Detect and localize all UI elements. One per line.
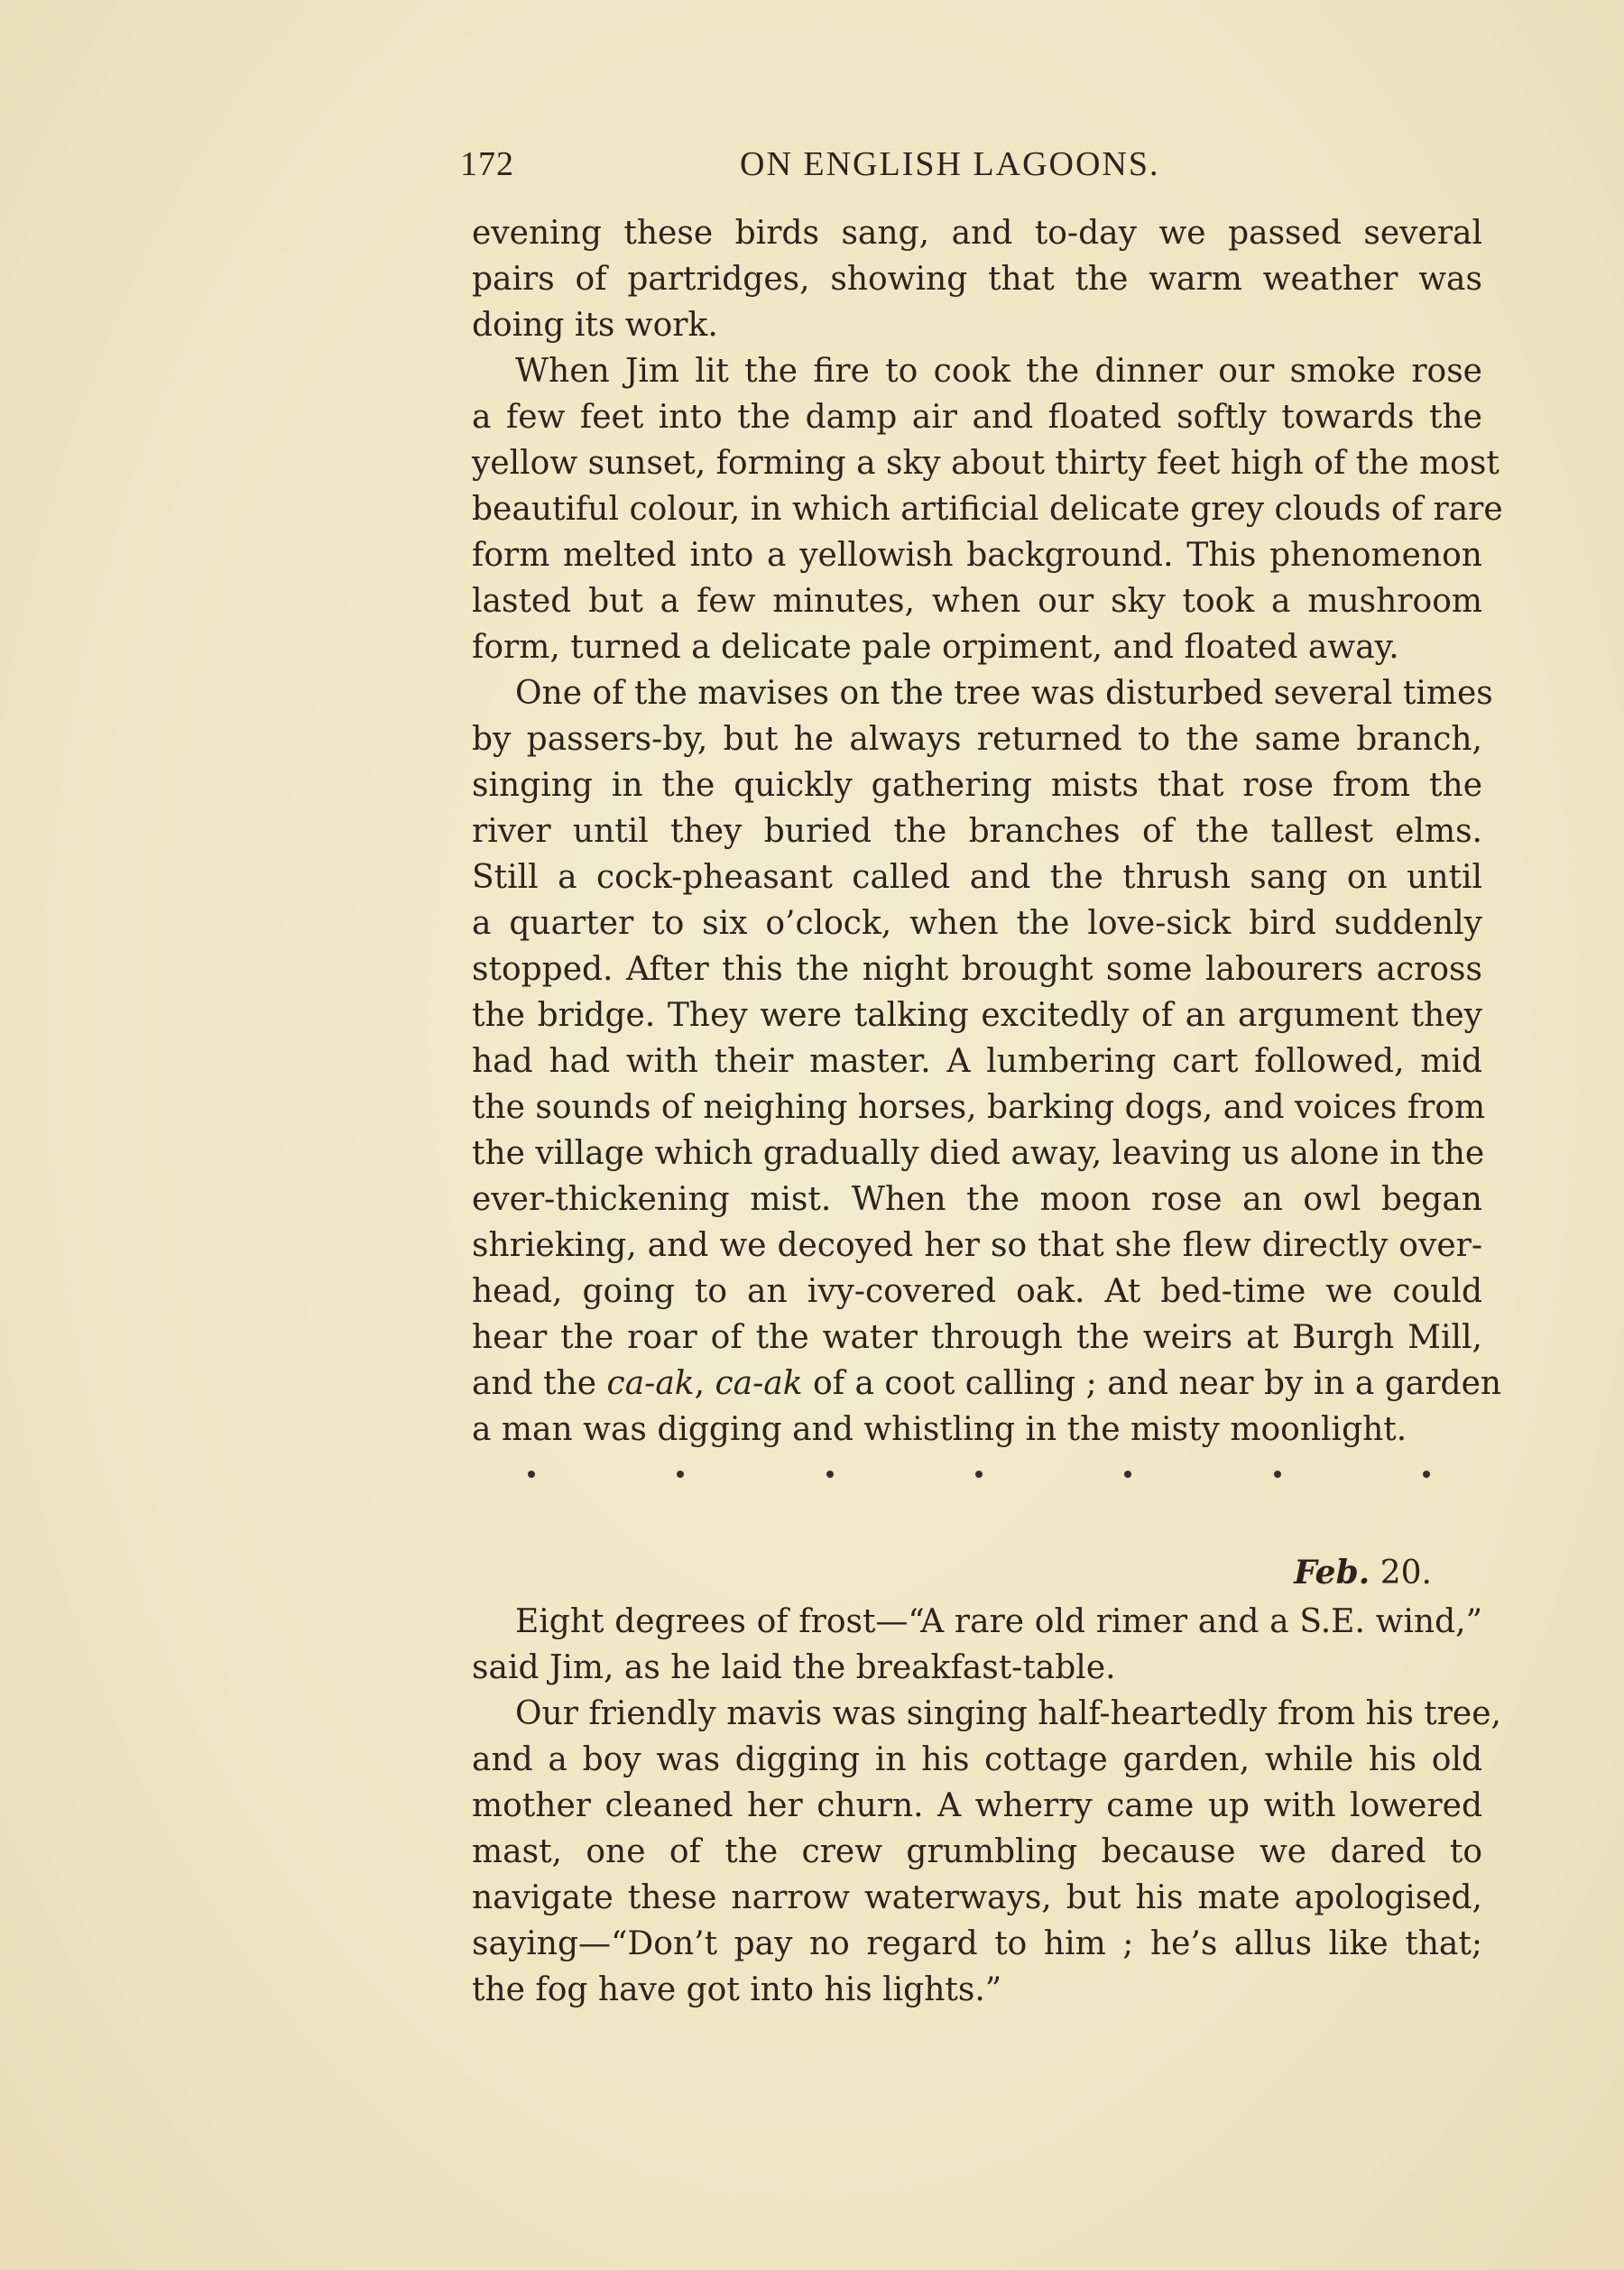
entry-date-day: 20.	[1379, 1555, 1432, 1592]
text-line: the village which gradually died away, leaving us alone in the	[472, 1135, 1485, 1172]
text-line: the bridge. They were talking excitedly of an argument they	[472, 997, 1482, 1034]
text-line: saying—“Don’t pay no regard to him ; he’s allus like that;	[472, 1925, 1482, 1962]
ellipsis-dot	[677, 1471, 684, 1478]
text-line: hear the roar of the water through the weirs at Burgh Mill,	[472, 1319, 1482, 1356]
ellipsis-dot	[1124, 1471, 1131, 1478]
text-line: pairs of partridges, showing that the warm weather was	[472, 261, 1482, 298]
text-line: beautiful colour, in which artificial delicate grey clouds of rare	[472, 491, 1503, 528]
text-line: shrieking, and we decoyed her so that she flew directly over-	[472, 1227, 1482, 1264]
ellipsis-dot	[1274, 1471, 1281, 1478]
text-line: a man was digging and whistling in the misty moonlight.	[472, 1411, 1407, 1448]
body-text-section-2	[472, 1599, 1501, 2013]
coot-call-2: ca-ak	[715, 1365, 803, 1402]
text-line: Our friendly mavis was singing half-heartedly from his tree,	[515, 1695, 1501, 1732]
running-header	[460, 144, 1480, 189]
text-line: had had with their master. A lumbering cart followed, mid	[472, 1043, 1482, 1080]
text-line: the fog have got into his lights.”	[472, 1971, 1002, 2008]
body-text-section-1	[472, 210, 1503, 1453]
text-line: stopped. After this the night brought some labourers across	[472, 951, 1482, 988]
text-line: a few feet into the damp air and floated softly towards the	[472, 399, 1482, 436]
text-line: When Jim lit the fire to cook the dinner our smoke rose	[515, 353, 1482, 390]
text-line: doing its work.	[472, 307, 718, 344]
entry-date	[1294, 1550, 1432, 1596]
running-title: ON ENGLISH LAGOONS.	[740, 145, 1160, 183]
text-line: mother cleaned her churn. A wherry came up with lowered	[472, 1787, 1482, 1824]
text-line: Eight degrees of frost—“A rare old rimer and a S.E. wind,”	[515, 1603, 1482, 1640]
ellipsis-dot	[528, 1471, 535, 1478]
ellipsis-dot	[1423, 1471, 1430, 1478]
page-number: 172	[460, 145, 514, 183]
text-line: yellow sunset, forming a sky about thirty feet high of the most	[472, 445, 1499, 482]
text-line: navigate these narrow waterways, but his mate apologised,	[472, 1879, 1482, 1916]
text-line-coot	[472, 1361, 1502, 1407]
text-line: mast, one of the crew grumbling because we dared to	[472, 1833, 1482, 1870]
coot-call-separator: ,	[694, 1365, 715, 1402]
entry-date-month: Feb.	[1294, 1554, 1370, 1592]
text-line: Still a cock-pheasant called and the thrush sang on until	[472, 859, 1482, 896]
ellipsis-dot	[975, 1471, 983, 1478]
text-line: said Jim, as he laid the breakfast-table.	[472, 1649, 1116, 1686]
text-line: the sounds of neighing horses, barking dogs, and voices from	[472, 1089, 1486, 1126]
coot-line-end: of a coot calling ; and near by in a garden	[802, 1365, 1502, 1402]
ellipsis-dot	[826, 1471, 834, 1478]
text-line: head, going to an ivy-covered oak. At bed-time we could	[472, 1273, 1482, 1310]
text-line: form melted into a yellowish background. This phenomenon	[472, 537, 1482, 574]
text-line: evening these birds sang, and to-day we passed several	[472, 215, 1482, 252]
coot-call-1: ca-ak	[606, 1365, 695, 1402]
text-line: and a boy was digging in his cottage garden, while his old	[472, 1741, 1482, 1778]
text-line: a quarter to six o’clock, when the love-sick bird suddenly	[472, 905, 1482, 942]
text-line: One of the mavises on the tree was disturbed several times	[515, 675, 1493, 712]
text-line: singing in the quickly gathering mists that rose from the	[472, 767, 1482, 804]
section-break-dots	[528, 1471, 1430, 1489]
text-line: form, turned a delicate pale orpiment, and floated away.	[472, 629, 1399, 666]
text-line: by passers-by, but he always returned to the same branch,	[472, 721, 1482, 758]
text-line: ever-thickening mist. When the moon rose an owl began	[472, 1181, 1482, 1218]
text-line: river until they buried the branches of the tallest elms.	[472, 813, 1482, 850]
text-line: lasted but a few minutes, when our sky took a mushroom	[472, 583, 1482, 620]
coot-line-start: and the	[472, 1365, 607, 1402]
